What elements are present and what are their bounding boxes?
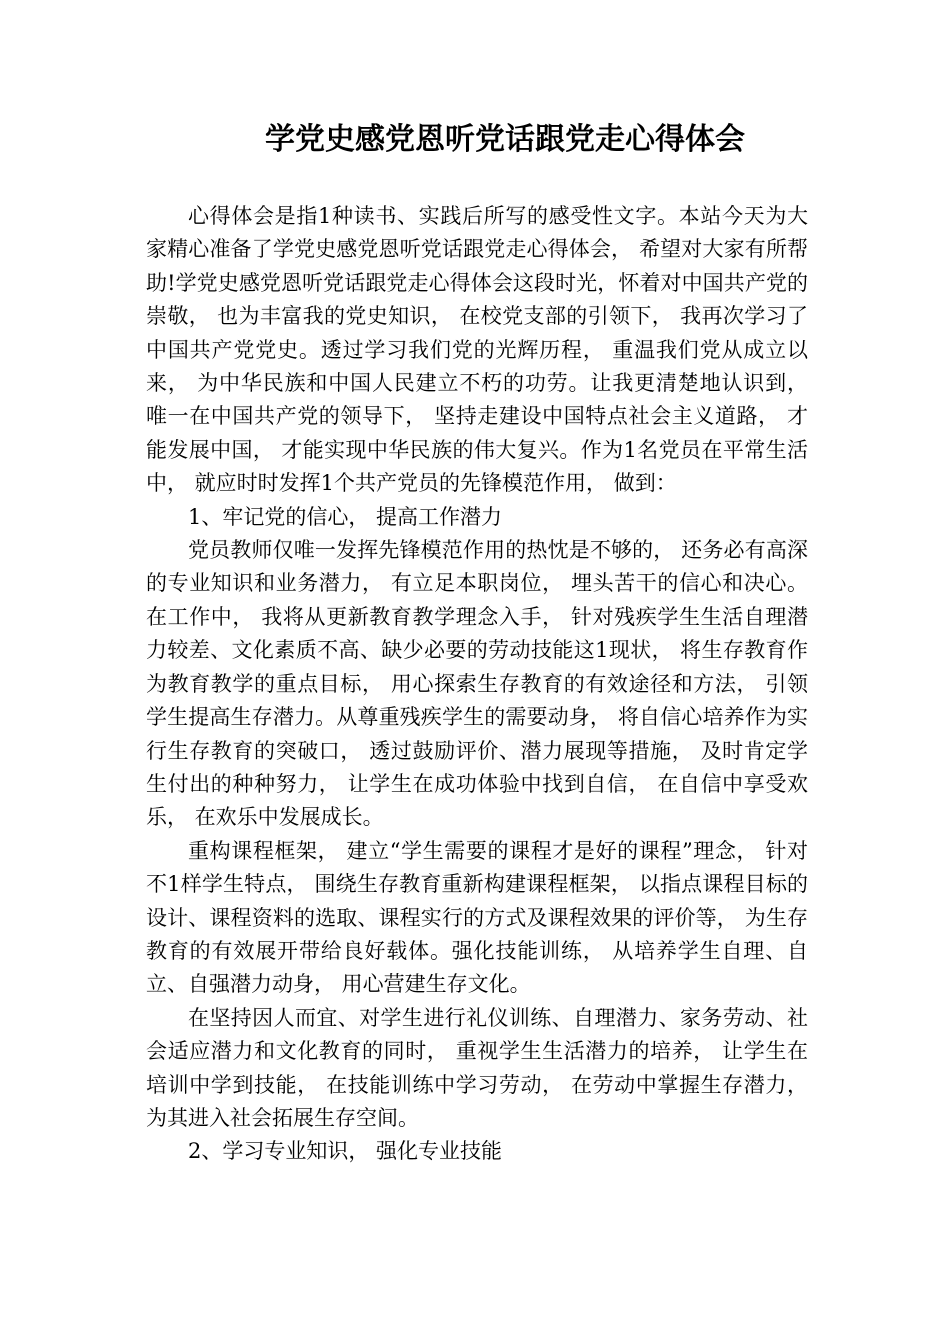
document-body <box>146 200 808 1169</box>
document-title: 学党史感党恩听党话跟党走心得体会 <box>265 122 745 157</box>
paragraph-intro: 心得体会是指1种读书、实践后所写的感受性文字。本站今天为大家精心准备了学党史感党恩听党话跟党走心得体会， 希望对大家有所帮助!学党史感党恩听党话跟党走心得体会这段时光，怀着对中国共产党的崇敬， 也为丰富我的党史知识， 在校党支部的引领下， 我再次学习了中国共产党党史。透过学习我们党的光辉历程， 重温我们党从成立以来， 为中华民族和中国人民建立不朽的功劳。让我更清楚地认识到， 唯一在中国共产党的领导下， 坚持走建设中国特点社会主义道路， 才能发展中国， 才能实现中华民族的伟大复兴。作为1名党员在平常生活中， 就应时时发挥1个共产党员的先锋模范作用， 做到： <box>146 204 808 496</box>
paragraph-1: 党员教师仅唯一发挥先锋模范作用的热忱是不够的， 还务必有高深的专业知识和业务潜力， 有立足本职岗位， 埋头苦干的信心和决心。在工作中， 我将从更新教育教学理念入手， 针对残疾学生生活自理潜力较差、文化素质不高、缺少必要的劳动技能这1现状， 将生存教育作为教育教学的重点目标， 用心探索生存教育的有效途径和方法， 引领学生提高生存潜力。从尊重残疾学生的需要动身， 将自信心培养作为实行生存教育的突破口， 透过鼓励评价、潜力展现等措施， 及时肯定学生付出的种种努力， 让学生在成功体验中找到自信， 在自信中享受欢乐， 在欢乐中发展成长。 <box>146 538 808 830</box>
paragraph-2: 重构课程框架， 建立“学生需要的课程才是好的课程”理念， 针对不1样学生特点， 围绕生存教育重新构建课程框架， 以指点课程目标的设计、课程资料的选取、课程实行的方式及课程效果的评价等， 为生存教育的有效展开带给良好载体。强化技能训练， 从培养学生自理、自立、自强潜力动身， 用心营建生存文化。 <box>146 838 808 997</box>
section-heading-1: 1、牢记党的信心， 提高工作潜力 <box>188 504 503 529</box>
section-heading-2: 2、学习专业知识， 强化专业技能 <box>188 1139 503 1164</box>
paragraph-3: 在坚持因人而宜、对学生进行礼仪训练、自理潜力、家务劳动、社会适应潜力和文化教育的同时， 重视学生生活潜力的培养， 让学生在培训中学到技能， 在技能训练中学习劳动， 在劳动中掌握生存潜力， 为其进入社会拓展生存空间。 <box>146 1005 808 1130</box>
